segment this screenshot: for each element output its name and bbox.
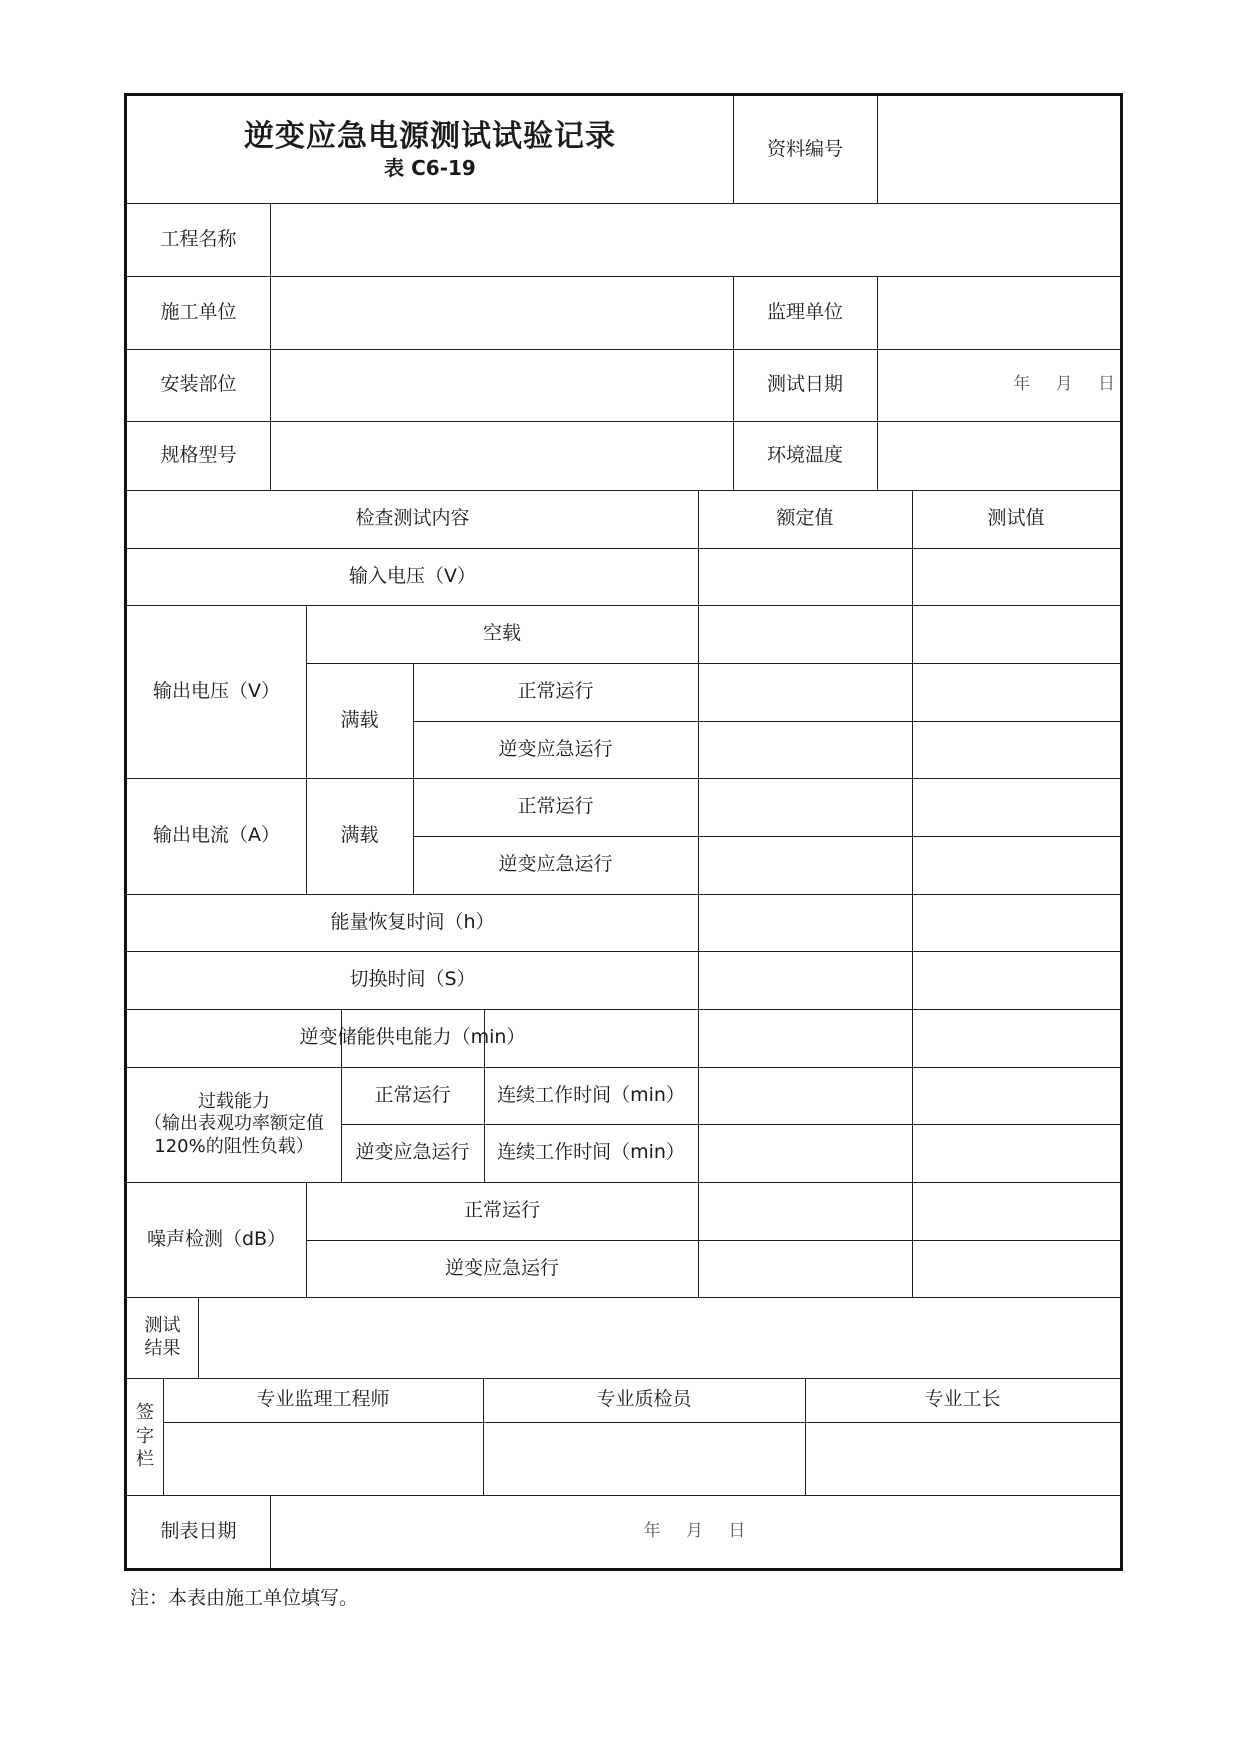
ov-inverter-run-label: 逆变应急运行	[498, 737, 613, 760]
noise-label: 噪声检测（dB）	[146, 1227, 287, 1250]
form-table	[124, 93, 1123, 1571]
overload-continuous-time-2: 连续工作时间（min）	[497, 1141, 685, 1164]
switch-time-rated[interactable]	[698, 951, 912, 1009]
supervisor-label: 监理单位	[766, 300, 843, 323]
oc-full-load-label: 满载	[340, 824, 379, 847]
form-date-field[interactable]: 年 月 日	[643, 1520, 747, 1541]
header-title-block	[127, 96, 733, 203]
signature-char-3: 栏	[136, 1449, 154, 1471]
model-field[interactable]	[270, 421, 733, 490]
overload-normal-rated[interactable]	[698, 1067, 912, 1124]
env-temp-label: 环境温度	[766, 443, 843, 466]
supervisor-engineer-signature[interactable]	[163, 1422, 483, 1495]
install-location-field[interactable]	[270, 349, 733, 421]
project-name-field[interactable]	[270, 203, 1120, 276]
test-result-label	[127, 1297, 198, 1378]
foreman-label: 专业工长	[924, 1388, 1001, 1411]
overload-inverter-measured[interactable]	[912, 1124, 1120, 1182]
oc-normal-run-label: 正常运行	[517, 795, 594, 818]
overload-line-1: 过载能力	[198, 1090, 270, 1112]
test-result-line-2: 结果	[144, 1337, 181, 1359]
model-label: 规格型号	[160, 443, 237, 466]
noise-normal-run-label: 正常运行	[463, 1199, 540, 1222]
overload-label	[127, 1067, 341, 1182]
quality-inspector-label: 专业质检员	[596, 1388, 692, 1411]
install-location-label: 安装部位	[160, 373, 237, 396]
ov-inverter-rated[interactable]	[698, 721, 912, 778]
overload-normal-run-label: 正常运行	[374, 1083, 451, 1106]
switch-time-measured[interactable]	[912, 951, 1120, 1009]
storage-capacity-label: 逆变储能供电能力（min）	[299, 1026, 526, 1049]
overload-inverter-rated[interactable]	[698, 1124, 912, 1182]
overload-line-2: （输出表观功率额定值	[144, 1113, 324, 1135]
oc-normal-measured[interactable]	[912, 778, 1120, 836]
test-date-field[interactable]: 年 月 日	[1013, 374, 1116, 395]
full-load-label: 满载	[340, 708, 379, 731]
form-note: 注：本表由施工单位填写。	[130, 1587, 359, 1609]
no-load-label: 空载	[482, 622, 521, 645]
supervisor-engineer-label: 专业监理工程师	[256, 1388, 390, 1411]
contractor-field[interactable]	[270, 276, 733, 349]
oc-normal-rated[interactable]	[698, 778, 912, 836]
col-header-item: 检查测试内容	[355, 507, 470, 530]
energy-recovery-rated[interactable]	[698, 894, 912, 951]
signature-char-1: 签	[136, 1402, 154, 1424]
form-title: 逆变应急电源测试试验记录	[244, 119, 616, 155]
noise-inverter-rated[interactable]	[698, 1240, 912, 1297]
noise-inverter-measured[interactable]	[912, 1240, 1120, 1297]
switch-time-label: 切换时间（S）	[349, 968, 476, 991]
quality-inspector-signature[interactable]	[483, 1422, 805, 1495]
supervisor-field[interactable]	[877, 276, 1120, 349]
col-header-rated: 额定值	[776, 507, 834, 530]
col-header-measured: 测试值	[987, 507, 1045, 530]
contractor-label: 施工单位	[160, 300, 237, 323]
doc-no-field[interactable]	[877, 96, 1120, 203]
overload-inverter-run-label: 逆变应急运行	[355, 1141, 470, 1164]
output-voltage-label: 输出电压（V）	[153, 679, 280, 702]
storage-capacity-measured[interactable]	[912, 1009, 1120, 1067]
form-date-label: 制表日期	[160, 1519, 237, 1542]
signature-label	[127, 1378, 163, 1495]
foreman-signature[interactable]	[805, 1422, 1120, 1495]
test-result-field[interactable]	[198, 1297, 1120, 1378]
input-voltage-rated[interactable]	[698, 548, 912, 605]
overload-line-3: 120%的阻性负载）	[154, 1135, 314, 1157]
oc-inverter-run-label: 逆变应急运行	[498, 853, 613, 876]
input-voltage-measured[interactable]	[912, 548, 1120, 605]
oc-inverter-measured[interactable]	[912, 836, 1120, 894]
overload-continuous-time-1: 连续工作时间（min）	[497, 1083, 685, 1106]
noise-normal-rated[interactable]	[698, 1182, 912, 1240]
form-code: 表 C6-19	[384, 155, 476, 180]
ov-normal-run-label: 正常运行	[517, 680, 594, 703]
storage-capacity-rated[interactable]	[698, 1009, 912, 1067]
test-date-label: 测试日期	[766, 373, 843, 396]
ov-normal-rated[interactable]	[698, 663, 912, 721]
ov-inverter-measured[interactable]	[912, 721, 1120, 778]
noise-normal-measured[interactable]	[912, 1182, 1120, 1240]
no-load-measured[interactable]	[912, 605, 1120, 663]
test-result-line-1: 测试	[144, 1315, 181, 1336]
output-current-label: 输出电流（A）	[153, 824, 280, 847]
overload-normal-measured[interactable]	[912, 1067, 1120, 1124]
project-name-label: 工程名称	[160, 227, 237, 250]
oc-inverter-rated[interactable]	[698, 836, 912, 894]
env-temp-field[interactable]	[877, 421, 1120, 490]
input-voltage-label: 输入电压（V）	[349, 564, 476, 587]
ov-normal-measured[interactable]	[912, 663, 1120, 721]
doc-no-label: 资料编号	[766, 137, 843, 160]
no-load-rated[interactable]	[698, 605, 912, 663]
signature-char-2: 字	[136, 1425, 154, 1447]
noise-inverter-run-label: 逆变应急运行	[444, 1256, 559, 1279]
energy-recovery-measured[interactable]	[912, 894, 1120, 951]
energy-recovery-label: 能量恢复时间（h）	[330, 910, 495, 933]
